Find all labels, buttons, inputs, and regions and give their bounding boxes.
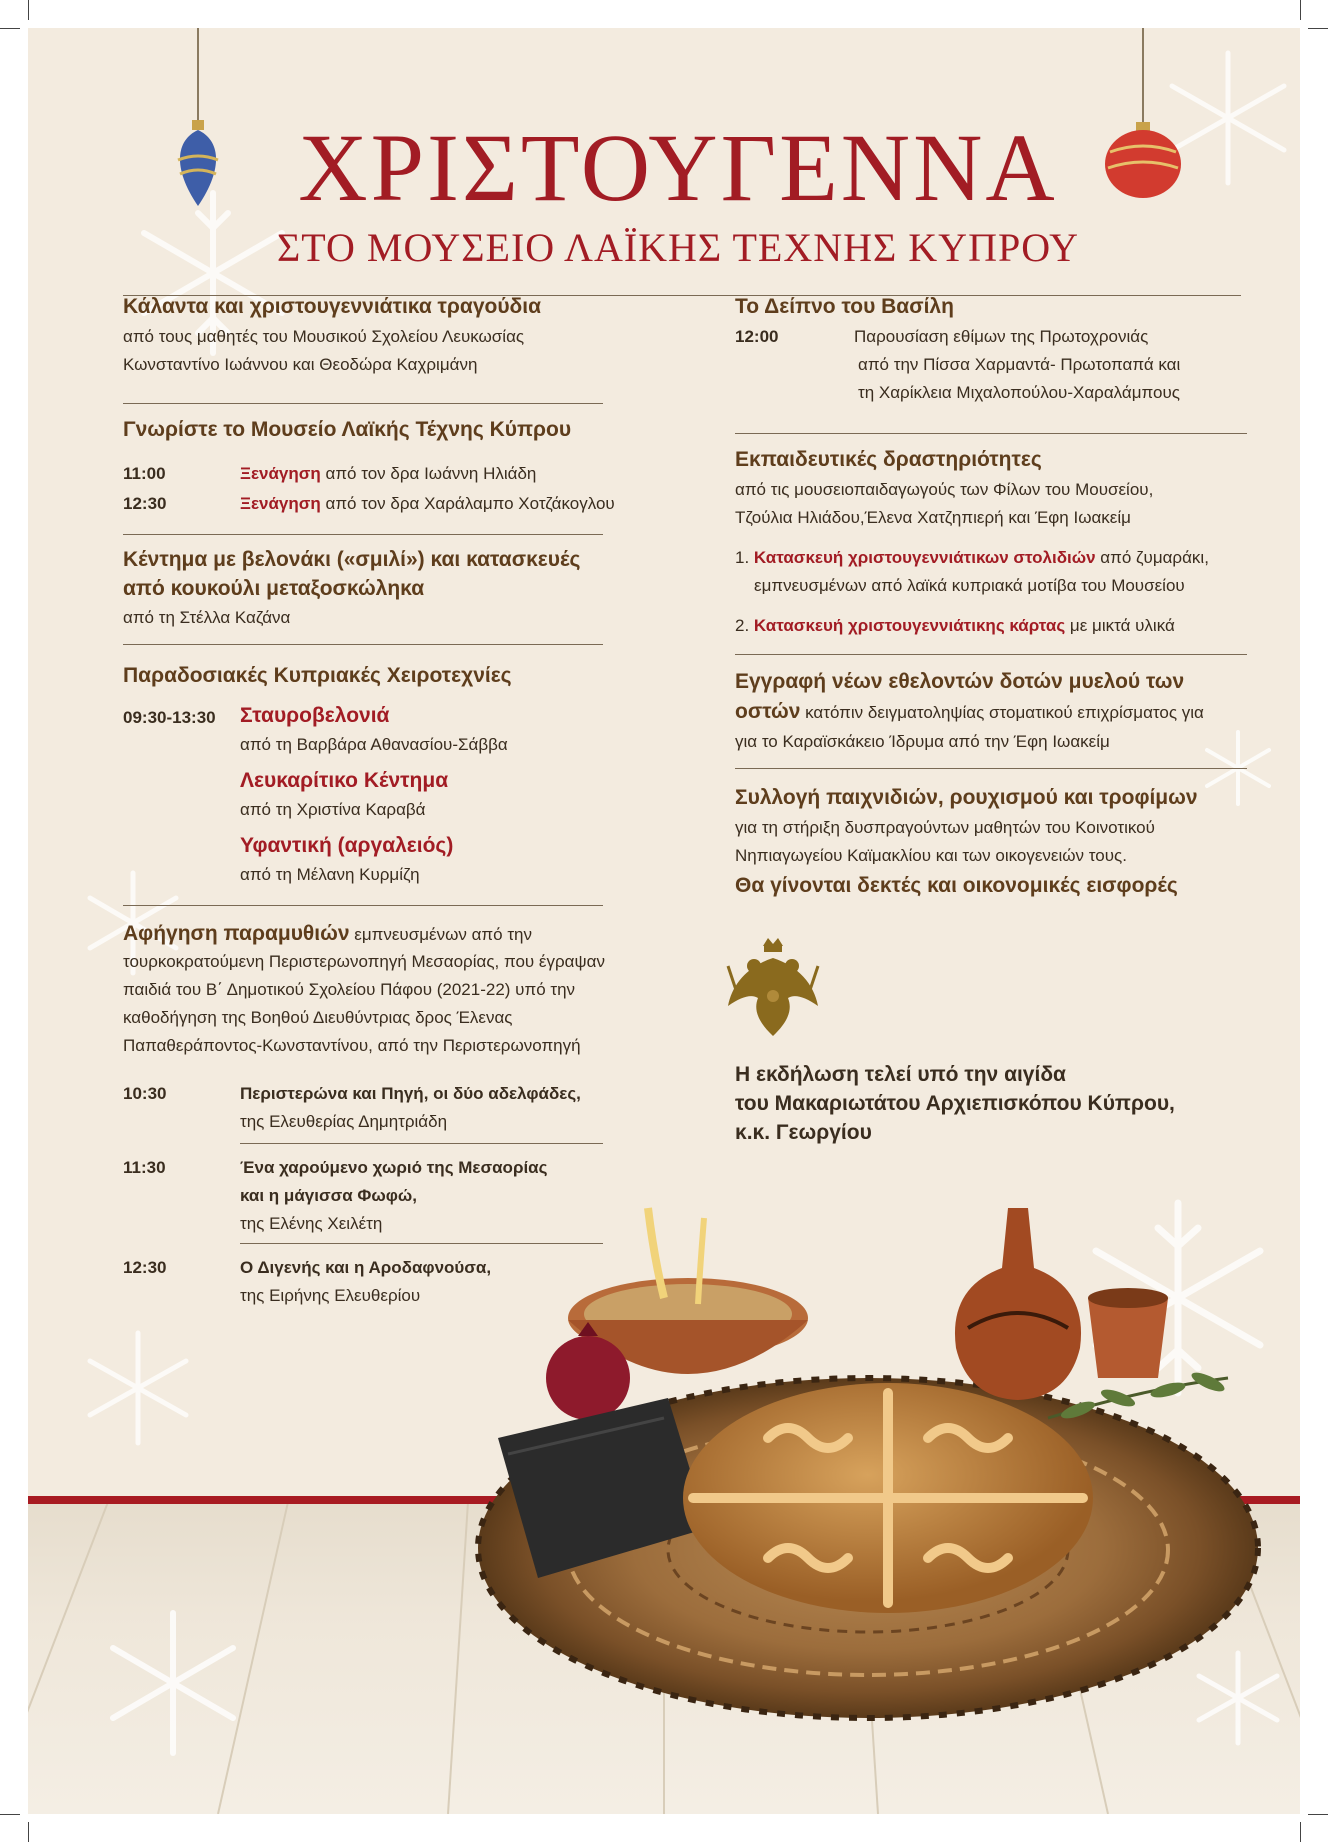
list-text: εμπνευσμένων από λαϊκά κυπριακά μοτίβα του Μουσείου (754, 576, 1185, 595)
section-heading: από κουκούλι μεταξοσκώληκα (123, 577, 425, 600)
story-by: της Ελένης Χειλέτη (240, 1214, 383, 1233)
event-by: από τον δρα Ιωάννη Ηλιάδη (320, 464, 537, 483)
divider (735, 433, 1247, 434)
section-text: από τη Στέλλα Καζάνα (123, 608, 291, 627)
page-title: ΧΡΙΣΤΟΥΓΕΝΝΑ (298, 114, 1058, 221)
section-heading: Κέντημα με βελονάκι («σμιλί») και κατασκευές (123, 548, 581, 571)
divider (123, 644, 603, 645)
divider (123, 403, 603, 404)
section-heading: Θα γίνονται δεκτές και οικονομικές εισφορές (735, 874, 1178, 897)
section-text: Τζούλια Ηλιάδου,Έλενα Χατζηπιερή και Έφη Ιωακείμ (735, 508, 1131, 527)
section-text: Κωνσταντίνο Ιωάννου και Θεοδώρα Καχριμάνη (123, 355, 478, 374)
section-text: Νηπιαγωγείου Καϊμακλίου και των οικογενειών τους. (735, 846, 1127, 865)
crop-mark (1308, 1814, 1328, 1815)
section-heading: Συλλογή παιχνιδιών, ρουχισμού και τροφίμων (735, 786, 1198, 809)
section-heading: οστών (735, 700, 801, 723)
section-heading: Γνωρίστε το Μουσείο Λαϊκής Τέχνης Κύπρου (123, 418, 572, 441)
list-number: 1. (735, 548, 754, 567)
divider (123, 905, 603, 906)
section-text: για τη στήριξη δυσπραγούντων μαθητών του Κοινοτικού (735, 818, 1155, 837)
section-text: εμπνευσμένων από την (349, 925, 532, 944)
section-heading: Εκπαιδευτικές δραστηριότητες (735, 448, 1042, 471)
craft-by: από τη Χριστίνα Καραβά (240, 800, 426, 819)
double-headed-eagle-icon (718, 936, 828, 1046)
crop-mark (1300, 1822, 1301, 1842)
section-text: για το Καραϊσκάκειο Ίδρυμα από την Έφη Ιωακείμ (735, 732, 1110, 751)
crop-mark (1300, 0, 1301, 20)
list-title: Κατασκευή χριστουγεννιάτικης κάρτας (753, 616, 1066, 635)
crop-mark (28, 0, 29, 20)
crop-mark (1308, 28, 1328, 29)
list-item (735, 612, 1175, 640)
list-text: από ζυμαράκι, (1095, 548, 1209, 567)
event-time: 10:30 (123, 1084, 167, 1103)
craft-title: Σταυροβελονιά (240, 704, 390, 727)
story-by: της Ελευθερίας Δημητριάδη (240, 1112, 448, 1131)
traditional-basket-illustration (468, 1178, 1288, 1738)
section-line (123, 920, 532, 949)
divider (735, 654, 1247, 655)
divider (735, 768, 1247, 769)
divider (123, 534, 603, 535)
story-by: της Ειρήνης Ελευθερίου (240, 1286, 421, 1305)
event-time: 12:00 (735, 327, 779, 346)
event-by: από τον δρα Χαράλαμπο Χοτζάκογλου (320, 494, 615, 513)
craft-title: Υφαντική (αργαλειός) (240, 834, 454, 857)
page-subtitle: ΣΤΟ ΜΟΥΣΕΙΟ ΛΑΪΚΗΣ ΤΕΧΝΗΣ ΚΥΠΡΟΥ (277, 225, 1079, 270)
story-title: Ένα χαρούμενο χωριό της Μεσαορίας (240, 1158, 548, 1177)
section-text: από τις μουσειοπαιδαγωγούς των Φίλων του Μουσείου, (735, 480, 1154, 499)
section-text: από την Πίσσα Χαρμαντά- Πρωτοπαπά και (858, 355, 1181, 374)
crop-mark (0, 1814, 20, 1815)
event-time: 11:00 (123, 464, 166, 483)
story-title: και η μάγισσα Φωφώ, (240, 1186, 417, 1205)
event-title: Ξενάγηση (240, 464, 321, 483)
red-ornament-icon (1098, 28, 1188, 208)
event-time: 12:30 (123, 494, 167, 513)
crop-mark (28, 1822, 29, 1842)
crop-mark (0, 28, 20, 29)
section-text: τη Χαρίκλεια Μιχαλοπούλου-Χαραλάμπους (858, 383, 1180, 402)
event-line (240, 460, 536, 488)
patron-line: κ.κ. Γεωργίου (735, 1121, 872, 1144)
section-heading: Εγγραφή νέων εθελοντών δοτών μυελού των (735, 670, 1185, 693)
section-heading: Κάλαντα και χριστουγεννιάτικα τραγούδια (123, 295, 542, 318)
event-time: 12:30 (123, 1258, 167, 1277)
snowflake-icon (78, 1328, 198, 1448)
section-text: Παπαθεράποντος-Κωνσταντίνου, από την Περιστερωνοπηγή (123, 1036, 581, 1055)
section-text: κατόπιν δειγματοληψίας στοματικού επιχρίσματος για (800, 703, 1204, 722)
divider (240, 1143, 603, 1144)
story-title: Περιστερώνα και Πηγή, οι δύο αδελφάδες, (240, 1084, 581, 1103)
blue-ornament-icon (168, 28, 228, 218)
poster (28, 28, 1300, 1814)
patron-line: Η εκδήλωση τελεί υπό την αιγίδα (735, 1063, 1066, 1086)
section-heading: Αφήγηση παραμυθιών (123, 922, 350, 945)
list-number: 2. (735, 616, 754, 635)
snowflake-icon (98, 1608, 248, 1758)
list-text: με μικτά υλικά (1065, 616, 1175, 635)
section-text: παιδιά του Β΄ Δημοτικού Σχολείου Πάφου (2021-22) υπό την (123, 980, 576, 999)
story-title: Ο Διγενής και η Αροδαφνούσα, (240, 1258, 492, 1277)
list-title: Κατασκευή χριστουγεννιάτικων στολιδιών (753, 548, 1096, 567)
event-time: 11:30 (123, 1158, 166, 1177)
section-text: καθοδήγηση της Βοηθού Διευθύντριας δρος Έλενας (123, 1008, 513, 1027)
list-item (735, 544, 1209, 572)
section-line (735, 698, 1204, 727)
event-line (240, 490, 615, 518)
event-title: Ξενάγηση (240, 494, 321, 513)
section-text: Παρουσίαση εθίμων της Πρωτοχρονιάς (854, 327, 1149, 346)
patron-line: του Μακαριωτάτου Αρχιεπισκόπου Κύπρου, (735, 1092, 1175, 1115)
section-heading: Το Δείπνο του Βασίλη (735, 295, 954, 318)
craft-by: από τη Βαρβάρα Αθανασίου-Σάββα (240, 735, 508, 754)
section-text: από τους μαθητές του Μουσικού Σχολείου Λευκωσίας (123, 327, 525, 346)
craft-by: από τη Μέλανη Κυρμίζη (240, 865, 420, 884)
event-time: 09:30-13:30 (123, 708, 216, 727)
section-heading: Παραδοσιακές Κυπριακές Χειροτεχνίες (123, 664, 512, 687)
craft-title: Λευκαρίτικο Κέντημα (240, 769, 449, 792)
section-text: τουρκοκρατούμενη Περιστερωνοπηγή Μεσαορίας, που έγραψαν (123, 952, 605, 971)
